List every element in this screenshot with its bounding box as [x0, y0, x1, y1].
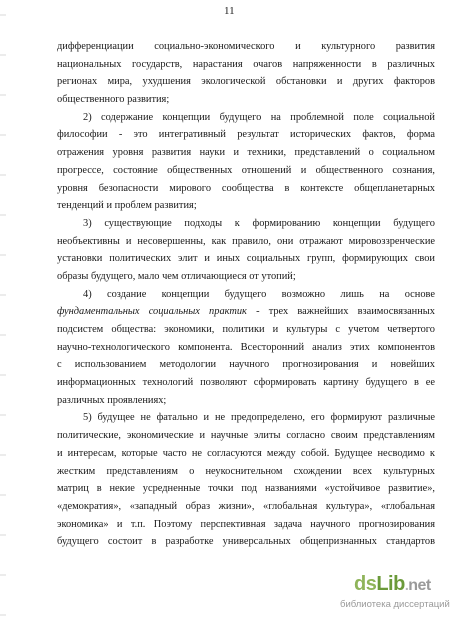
page-number: 11: [224, 5, 235, 17]
text-fragment: - трех важнейших взаимосвязанных: [246, 306, 435, 318]
paragraph-4-start: 4) создание концепции будущего возможно лишь на основе: [83, 288, 435, 300]
text-line: тенденций и проблем развития;: [57, 200, 197, 212]
document-body: [57, 38, 435, 551]
text-line: с использованием методологии научного прогнозирования и новейших: [57, 359, 435, 371]
italic-term: фундаментальных социальных практик: [57, 306, 247, 318]
paragraph-3-start: 3) существующие подходы к формированию концепции будущего: [83, 217, 435, 229]
text-line: философии - это интегративный результат исторических фактов, форма: [57, 129, 435, 141]
scan-edge-artifact: [0, 0, 6, 624]
text-line: жестким представлениям о неукоснительном схождении всех культурных: [57, 465, 435, 477]
text-line: экономика» и т.п. Поэтому перспективная задача научного прогнозирования: [57, 518, 435, 530]
text-line: необъективны и несовершенны, как правило, они отражают мировоззренческие: [57, 235, 435, 247]
watermark-logo: dsLib.net: [354, 573, 431, 595]
text-line-with-italic: [57, 303, 435, 321]
paragraph-5-start: 5) будущее не фатально и не предопределено, его формируют различные: [83, 412, 435, 424]
text-line: различных проявлениях;: [57, 394, 167, 406]
text-line: установки политических элит и иных социальных групп, формирующих свои: [57, 253, 435, 265]
text-line: «демократия», «западный образ жизни», «глобальная культура», «глобальная: [57, 500, 435, 512]
watermark-subtitle: библиотека диссертаций: [340, 599, 450, 610]
text-line: отражения уровня развития науки и техники, представлений о социальном: [57, 147, 435, 159]
text-line: научно-технологического компонента. Всесторонний анализ этих компонентов: [57, 341, 435, 353]
text-line: подсистем общества: экономики, политики и культуры с учетом четвертого: [57, 324, 435, 335]
text-line: общественного развития;: [57, 94, 170, 106]
paragraph-2-start: 2) содержание концепции будущего на проблемной поле социальной: [83, 111, 435, 123]
text-line: прогрессе, состояние общественных отношений и общественного сознания,: [57, 164, 435, 176]
text-line: дифференциации социально-экономического и культурного развития: [57, 41, 435, 52]
dslib-watermark: [340, 573, 448, 621]
text-line: матриц в некие усредненные точки под названиями «устойчивое развитие»,: [57, 483, 435, 495]
text-line: будущего состоит в разработке универсальных общепризнанных стандартов: [57, 536, 435, 548]
text-line: информационных технологий позволяют сформировать картину будущего в ее: [57, 377, 435, 389]
text-line: образы будущего, мало чем отличающиеся от утопий;: [57, 270, 296, 282]
text-line: национальных государств, нарастания очагов напряженности в различных: [57, 58, 435, 70]
text-line: уровня безопасности мирового сообщества в контексте общепланетарных: [57, 182, 435, 194]
text-line: политические, экономические и научные элиты согласно своим представлениям: [57, 430, 435, 442]
text-line: и интересам, которые часто не согласуются между собой. Будущее несводимо к: [57, 447, 435, 459]
text-line: регионах мира, ухудшения экологической обстановки и других факторов: [57, 76, 435, 88]
